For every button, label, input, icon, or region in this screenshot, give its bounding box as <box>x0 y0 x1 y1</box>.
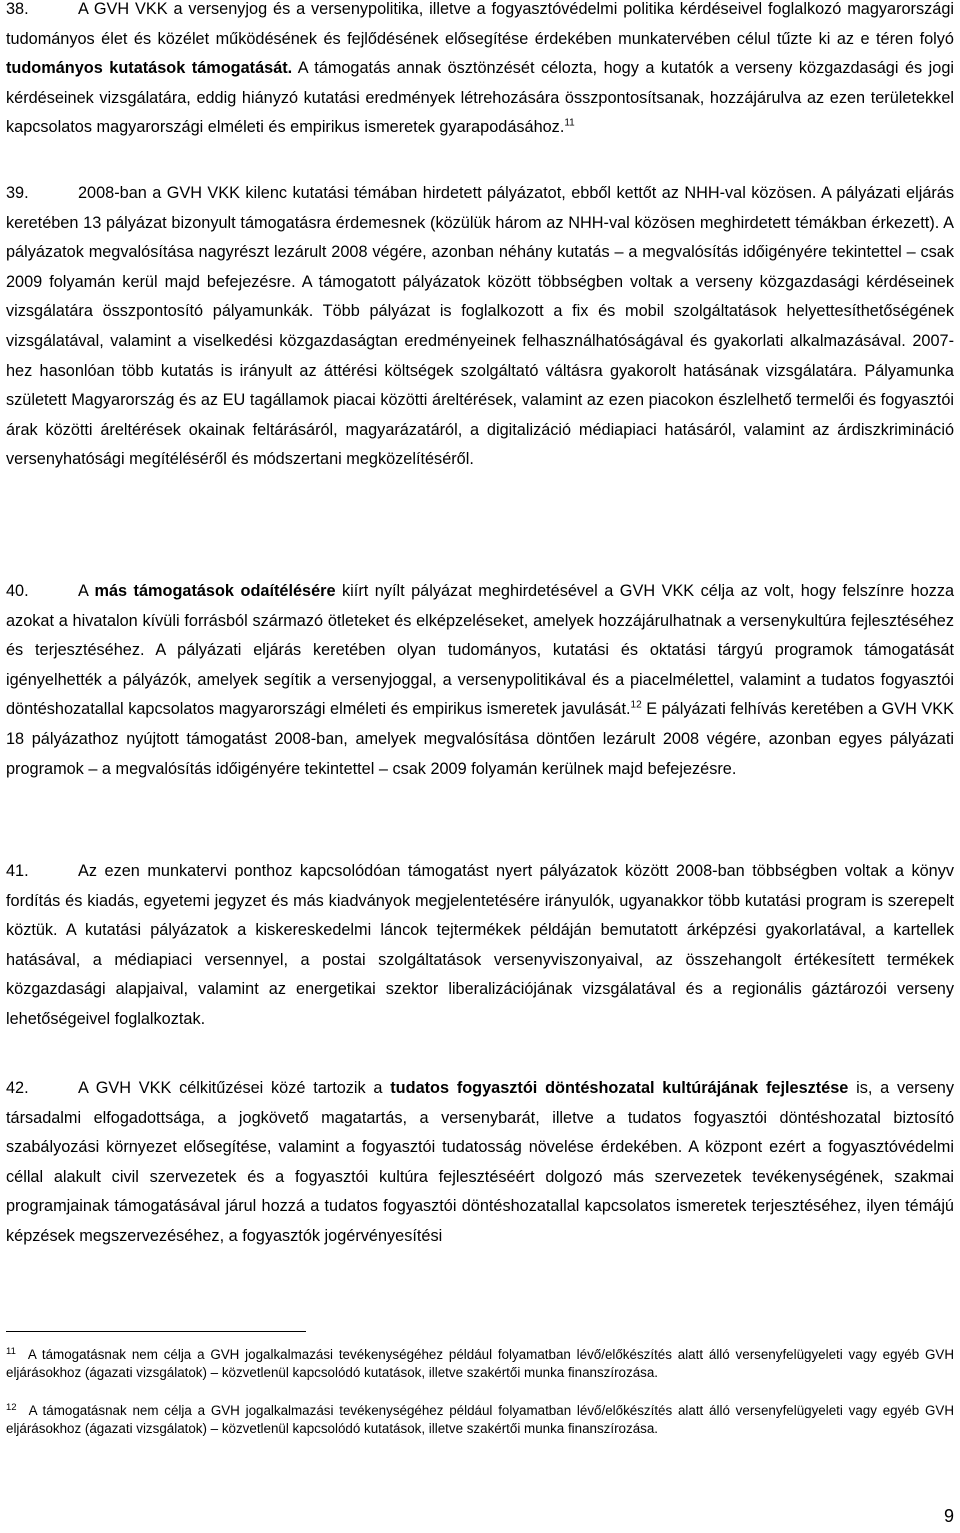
paragraph-38 <box>6 0 954 143</box>
paragraph-text: Az ezen munkatervi ponthoz kapcsolódóan támogatást nyert pályázatok között 2008-ban többségben voltak a könyv fordítás és kiadás, egyetemi jegyzet és más kiadványok megjelentetésére irányulók, ugyanakkor több kutatási program is szerepelt köztük. A kutatási pályázatok a kiskereskedelmi láncok tejtermékek példáján bemutatott árképzési gyakorlatával, a kartellek hatásával, a médiapiaci versennyel, a postai szolgáltatások versenyviszonyaival, az összehangolt értékesített termékek közgazdasági alapjaival, valamint az energetikai szektor liberalizációjának vizsgálatával és a regionális gáztározói verseny lehetőségeivel foglalkoztak. <box>6 862 954 1028</box>
bold-phrase: tudatos fogyasztói döntéshozatal kultúrájának fejlesztése <box>390 1079 849 1097</box>
footnote-11 <box>6 1346 954 1381</box>
footnote-number: 11 <box>6 1345 16 1357</box>
bold-phrase: tudományos kutatások támogatását. <box>6 59 293 78</box>
paragraph-text: is, a verseny társadalmi elfogadottsága, a jogkövető magatartás, a versenybarát, illetve a tudatos fogyasztói döntéshozatal biztosító szabályozási környezet elősegítése, valamint a fogyasztói tudatosság növelése érdekében. A központ ezért a fogyasztóvédelmi céllal alakult civil szervezetek és a fogyasztói kultúra fejlesztéséért dolgozó más szervezetek tevékenységének, szakmai programjainak támogatásával járul hozzá a tudatos fogyasztói döntéshozatallal kapcsolatos ismeretek terjesztéséhez, ilyen témájú képzések megszervezéséhez, a fogyasztók jogérvényesítési <box>6 1079 954 1245</box>
paragraph-text: 2008-ban a GVH VKK kilenc kutatási témában hirdetett pályázatot, ebből kettőt az NHH-val közösen. A pályázati eljárás keretében 13 pályázat bizonyult támogatásra érdemesnek (közülük három az NHH-val közösen meghirdetett témákban érkezett). A pályázatok megvalósítása nagyrészt lezárult 2008 végére, azonban néhány kutatás – a megvalósítás időigényére tekintettel – csak 2009 folyamán kerül majd befejezésre. A támogatott pályázatok között többségben voltak a verseny közgazdasági kérdéseinek vizsgálatára összpontosító pályamunkák. Több pályázat is foglalkozott a fix és mobil szolgáltatások helyettesíthetőségének vizsgálatával, valamint a viselkedési közgazdaságtan eredményeinek felhasználhatóságával és gyakorlati alkalmazásával. 2007-hez hasonlóan több kutatás is irányult az áttérési költségek szolgáltató váltásra gyakorolt hatásának vizsgálatára. Pályamunka született Magyarország és az EU tagállamok piacai közötti áreltérések, valamint az ezen piacokon észlelhető termelői és fogyasztói árak közötti áreltérések okainak feltárásáról, magyarázatáról, a digitalizáció médiapiaci hatásáról, valamint az árdiszkrimináció versenyhatósági megítéléséről és módszertani megközelítéséről. <box>6 184 954 469</box>
paragraph-text: A támogatás annak ösztönzését célozta, hogy a kutatók a verseny közgazdasági és jogi kérdéseinek vizsgálatára, eddig hiányzó kutatási eredmények létrehozására összpontosítsanak, hozzájárulva az ezen területekkel kapcsolatos magyarországi elméleti és empirikus ismeretek gyarapodásához. <box>6 59 954 137</box>
footnote-text: A támogatásnak nem célja a GVH jogalkalmazási tevékenységéhez például folyamatban lévő/előkészítés alatt álló versenyfelügyeleti vagy egyéb GVH eljárásokhoz (ágazati vizsgálatok) – közvetlenül kapcsolódó kutatások, illetve szakértői munka finanszírozása. <box>6 1403 954 1436</box>
paragraph-number: 38. <box>6 0 29 18</box>
paragraph-42 <box>6 1074 954 1252</box>
paragraph-text: A <box>78 582 95 600</box>
paragraph-number: 42. <box>6 1079 29 1097</box>
footnote-reference-12[interactable]: 12 <box>630 699 642 711</box>
paragraph-39 <box>6 179 954 475</box>
paragraph-text: A GVH VKK célkitűzései közé tartozik a <box>78 1079 391 1097</box>
footnote-reference-11[interactable]: 11 <box>564 117 575 129</box>
page-number: 9 <box>943 1506 954 1526</box>
bold-phrase: más támogatások odaítélésére <box>94 582 336 600</box>
paragraph-text: E pályázati felhívás keretében a GVH VKK 18 pályázathoz nyújtott támogatást 2008-ban, amelyek megvalósítása döntően lezárult 2008 végére, azonban egyes pályázati programok – a megvalósítás időigényére tekintettel – csak 2009 folyamán kerülnek majd befejezésre. <box>6 700 954 778</box>
paragraph-text: kiírt nyílt pályázat meghirdetésével a GVH VKK célja az volt, hogy felszínre hozza azokat a hivatalon kívüli forrásból származó ötleteket és elképzeléseket, amelyek hozzájárulhatnak a versenykultúra fejlesztéséhez és terjesztéséhez. A pályázati eljárás keretében olyan tudományos, kutatási és oktatási tárgyú programok támogatását igényelhették a pályázók, amelyek segítik a versenyjoggal, a versenypolitikával és a piacelmélettel, valamint a tudatos fogyasztói döntéshozatallal kapcsolatos magyarországi elméleti és empirikus ismeretek javulását. <box>6 582 955 719</box>
footnote-text: A támogatásnak nem célja a GVH jogalkalmazási tevékenységéhez például folyamatban lévő/előkészítés alatt álló versenyfelügyeleti vagy egyéb GVH eljárásokhoz (ágazati vizsgálatok) – közvetlenül kapcsolódó kutatások, illetve szakértői munka finanszírozása. <box>6 1347 954 1380</box>
footnote-number: 12 <box>6 1401 17 1413</box>
paragraph-41 <box>6 857 954 1035</box>
paragraph-number: 39. <box>6 184 29 202</box>
paragraph-40 <box>6 577 954 784</box>
paragraph-number: 41. <box>6 862 29 880</box>
paragraph-text: A GVH VKK a versenyjog és a versenypolitika, illetve a fogyasztóvédelmi politika kérdéseivel foglalkozó magyarországi tudományos élet és közélet működésének és fejlődésének elősegítése érdekében munkatervében célul tűzte ki az e téren folyó <box>6 0 954 48</box>
paragraph-number: 40. <box>6 582 29 600</box>
footnote-separator <box>6 1331 306 1332</box>
footnote-12 <box>6 1402 954 1437</box>
